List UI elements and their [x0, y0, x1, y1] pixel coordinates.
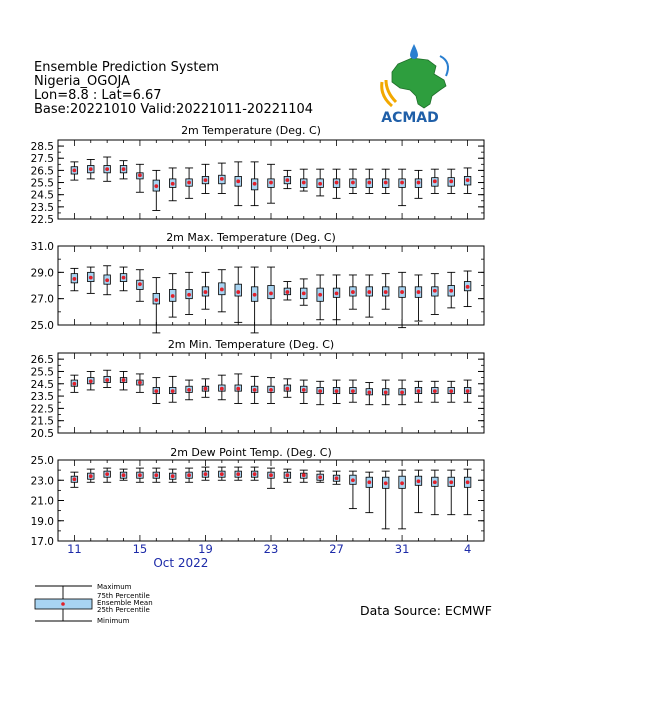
box-legend [35, 583, 153, 625]
mean-marker [351, 389, 355, 393]
box-day-12 [251, 162, 259, 206]
x-tick-label: 31 [394, 542, 410, 556]
y-tick-label: 23.0 [30, 475, 54, 488]
mean-marker [187, 293, 191, 297]
y-tick-label: 27.5 [30, 153, 54, 166]
water-drop-icon [410, 44, 418, 59]
mean-marker [400, 481, 404, 485]
mean-marker [285, 473, 289, 477]
x-tick-label: 27 [329, 542, 344, 556]
mean-marker [433, 389, 437, 393]
y-tick-label: 27.0 [30, 293, 54, 306]
box-day-25 [464, 380, 472, 402]
y-tick-label: 21.5 [30, 415, 54, 428]
box-day-24 [447, 169, 455, 193]
mean-marker [269, 292, 273, 296]
mean-marker [253, 182, 257, 186]
mean-marker [384, 390, 388, 394]
mean-marker [466, 178, 470, 182]
mean-marker [154, 389, 158, 393]
box-day-19 [365, 275, 373, 317]
box-day-16 [316, 275, 324, 320]
mean-marker [367, 480, 371, 484]
box-day-4 [120, 161, 128, 179]
x-axis [67, 542, 471, 570]
iqr-box [235, 284, 242, 296]
box-day-20 [382, 471, 390, 529]
mean-marker [449, 389, 453, 393]
mean-marker [318, 293, 322, 297]
system-title: Ensemble Prediction System [34, 60, 220, 75]
box-day-12 [251, 376, 259, 403]
mean-marker [384, 290, 388, 294]
mean-marker [433, 179, 437, 183]
box-day-23 [431, 381, 439, 402]
africa-map-icon [392, 58, 446, 108]
x-tick-label: 11 [67, 542, 82, 556]
mean-marker [285, 290, 289, 294]
box-day-15 [300, 470, 308, 482]
box-day-4 [120, 371, 128, 389]
box-day-20 [382, 380, 390, 405]
mean-marker [302, 292, 306, 296]
box-day-25 [464, 469, 472, 515]
mean-marker [285, 178, 289, 182]
mean-marker [72, 168, 76, 172]
box-day-25 [464, 168, 472, 194]
mean-marker [351, 478, 355, 482]
mean-marker [318, 182, 322, 186]
mean-marker [367, 390, 371, 394]
mean-marker [138, 381, 142, 385]
box-day-4 [120, 469, 128, 480]
mean-marker [400, 290, 404, 294]
mean-marker [269, 181, 273, 185]
mean-marker [433, 289, 437, 293]
panel-2 [31, 231, 484, 333]
mean-marker [466, 389, 470, 393]
box-day-12 [251, 267, 259, 333]
box-day-17 [333, 169, 341, 198]
y-tick-label: 22.5 [30, 403, 54, 416]
box-day-2 [87, 469, 95, 482]
mean-marker [138, 473, 142, 477]
mean-marker [253, 388, 257, 392]
mean-marker [89, 474, 93, 478]
box-day-5 [136, 374, 144, 392]
y-tick-label: 24.5 [30, 189, 54, 202]
box-day-8 [185, 380, 193, 400]
box-day-18 [349, 169, 357, 193]
box-day-11 [234, 267, 242, 322]
y-tick-label: 25.0 [30, 455, 54, 467]
mean-marker [89, 276, 93, 280]
box-day-23 [431, 470, 439, 515]
box-day-8 [185, 168, 193, 198]
mean-marker [449, 480, 453, 484]
wind-swirl-icon [440, 56, 448, 76]
mean-marker [72, 277, 76, 281]
mean-marker [417, 290, 421, 294]
mean-marker [122, 378, 126, 382]
box-day-16 [316, 471, 324, 482]
box-day-9 [201, 272, 209, 309]
mean-marker [318, 475, 322, 479]
box-day-10 [218, 163, 226, 193]
box-day-21 [398, 380, 406, 405]
mean-marker [236, 472, 240, 476]
legend-label-minimum: Minimum [97, 617, 130, 625]
location-label: Nigeria_OGOJA [34, 74, 131, 89]
box-day-23 [431, 169, 439, 193]
box-day-25 [464, 271, 472, 307]
box-day-21 [398, 272, 406, 327]
mean-marker [318, 389, 322, 393]
y-tick-label: 17.0 [30, 536, 54, 548]
mean-marker [122, 276, 126, 280]
sun-rays-icon [382, 80, 396, 106]
mean-marker [335, 292, 339, 296]
box-day-5 [136, 468, 144, 482]
box-day-21 [398, 169, 406, 205]
box-day-6 [152, 468, 160, 482]
acmad-logo [381, 44, 448, 126]
mean-marker [285, 387, 289, 391]
legend-label-mean: Ensemble Mean [97, 599, 153, 607]
mean-marker [449, 179, 453, 183]
box-day-17 [333, 275, 341, 320]
mean-marker [171, 182, 175, 186]
box-day-2 [87, 267, 95, 293]
box-day-13 [267, 468, 275, 488]
mean-marker [466, 285, 470, 289]
box-day-20 [382, 169, 390, 193]
box-day-4 [120, 267, 128, 291]
box-day-20 [382, 274, 390, 310]
box-day-19 [365, 169, 373, 193]
mean-marker [187, 181, 191, 185]
mean-marker [220, 288, 224, 292]
box-day-3 [103, 468, 111, 482]
y-tick-label: 28.5 [30, 141, 54, 154]
mean-marker [220, 177, 224, 181]
panel-title: 2m Dew Point Temp. (Deg. C) [170, 446, 332, 459]
box-day-5 [136, 270, 144, 302]
mean-marker [367, 290, 371, 294]
mean-marker [105, 167, 109, 171]
y-tick-label: 25.5 [30, 177, 54, 190]
y-tick-label: 23.5 [30, 201, 54, 214]
box-day-11 [234, 374, 242, 404]
x-tick-label: 15 [132, 542, 148, 556]
mean-marker [171, 294, 175, 298]
y-tick-label: 22.5 [30, 214, 54, 226]
box-day-11 [234, 162, 242, 206]
mean-marker [384, 181, 388, 185]
mean-marker [269, 388, 273, 392]
box-day-22 [414, 470, 422, 513]
box-day-15 [300, 279, 308, 305]
panel-title: 2m Temperature (Deg. C) [181, 124, 321, 137]
box-day-1 [70, 162, 78, 180]
y-tick-label: 29.0 [30, 267, 54, 280]
box-day-7 [169, 274, 177, 317]
x-month-label: Oct 2022 [153, 556, 209, 570]
dates-label: Base:20221010 Valid:20221011-20221104 [34, 102, 314, 117]
mean-marker [154, 298, 158, 302]
mean-marker [220, 387, 224, 391]
box-day-7 [169, 469, 177, 482]
mean-marker [253, 293, 257, 297]
box-day-1 [70, 268, 78, 290]
mean-marker [105, 278, 109, 282]
y-tick-label: 24.5 [30, 378, 54, 391]
box-day-5 [136, 164, 144, 192]
x-tick-label: 19 [198, 542, 213, 556]
box-day-14 [283, 469, 291, 482]
box-day-22 [414, 381, 422, 402]
box-day-9 [201, 467, 209, 480]
mean-marker [220, 472, 224, 476]
mean-marker [302, 388, 306, 392]
box-day-22 [414, 170, 422, 198]
box-day-13 [267, 378, 275, 404]
legend-label-p25: 25th Percentile [97, 606, 150, 614]
box-day-14 [283, 282, 291, 300]
mean-marker [335, 476, 339, 480]
y-tick-label: 26.5 [30, 354, 54, 367]
box-day-6 [152, 170, 160, 210]
mean-marker [138, 282, 142, 286]
mean-marker [105, 378, 109, 382]
mean-marker [466, 480, 470, 484]
mean-marker [204, 290, 208, 294]
mean-marker [236, 387, 240, 391]
x-tick-label: 4 [463, 542, 472, 556]
box-day-14 [283, 379, 291, 397]
mean-marker [367, 181, 371, 185]
box-day-6 [152, 378, 160, 404]
mean-marker [351, 290, 355, 294]
legend-label-maximum: Maximum [97, 583, 132, 591]
mean-marker [417, 479, 421, 483]
box-day-15 [300, 380, 308, 403]
panel-1 [31, 124, 484, 226]
box-day-7 [169, 376, 177, 402]
box-day-13 [267, 267, 275, 325]
box-day-9 [201, 379, 209, 397]
mean-marker [449, 289, 453, 293]
box-day-10 [218, 375, 226, 400]
mean-marker [400, 390, 404, 394]
mean-marker [122, 473, 126, 477]
box-day-24 [447, 381, 455, 402]
coordinates-label: Lon=8.8 : Lat=6.67 [34, 88, 162, 103]
mean-marker [417, 181, 421, 185]
box-day-23 [431, 274, 439, 315]
y-tick-label: 26.5 [30, 165, 54, 178]
mean-marker [400, 181, 404, 185]
mean-marker [154, 473, 158, 477]
box-day-16 [316, 381, 324, 404]
mean-marker [302, 181, 306, 185]
x-tick-label: 23 [263, 542, 279, 556]
mean-marker [204, 472, 208, 476]
panel-3 [31, 338, 484, 440]
box-day-1 [70, 375, 78, 392]
mean-marker [204, 387, 208, 391]
mean-marker [384, 481, 388, 485]
y-tick-label: 31.0 [30, 241, 54, 253]
box-day-12 [251, 467, 259, 480]
y-tick-label: 23.5 [30, 391, 54, 404]
mean-marker [417, 389, 421, 393]
box-day-19 [365, 383, 373, 405]
box-day-16 [316, 169, 324, 196]
y-tick-label: 19.0 [30, 515, 54, 528]
box-day-19 [365, 472, 373, 513]
box-day-18 [349, 380, 357, 402]
mean-marker [335, 181, 339, 185]
mean-marker [105, 472, 109, 476]
mean-marker [236, 179, 240, 183]
mean-marker [351, 181, 355, 185]
box-day-22 [414, 275, 422, 321]
legend-label-p75: 75th Percentile [97, 592, 150, 600]
box-day-2 [87, 159, 95, 178]
legend-mean-marker [61, 602, 65, 606]
mean-marker [72, 477, 76, 481]
box-day-3 [103, 370, 111, 387]
box-day-11 [234, 467, 242, 480]
box-day-3 [103, 157, 111, 181]
mean-marker [269, 473, 273, 477]
box-day-7 [169, 168, 177, 201]
mean-marker [122, 167, 126, 171]
logo-text: ACMAD [381, 110, 439, 126]
y-tick-label: 20.5 [30, 428, 54, 440]
mean-marker [187, 388, 191, 392]
box-day-17 [333, 380, 341, 403]
mean-marker [302, 473, 306, 477]
y-tick-label: 25.5 [30, 366, 54, 379]
box-day-14 [283, 170, 291, 188]
mean-marker [89, 379, 93, 383]
box-day-9 [201, 164, 209, 193]
mean-marker [89, 167, 93, 171]
panel-title: 2m Min. Temperature (Deg. C) [167, 338, 335, 351]
panel-4 [31, 446, 484, 548]
data-source-label: Data Source: ECMWF [360, 603, 492, 618]
box-day-10 [218, 270, 226, 312]
mean-marker [154, 184, 158, 188]
box-day-24 [447, 470, 455, 515]
mean-marker [138, 173, 142, 177]
mean-marker [171, 474, 175, 478]
mean-marker [171, 389, 175, 393]
y-tick-label: 25.0 [30, 320, 54, 332]
box-day-24 [447, 272, 455, 308]
mean-marker [204, 178, 208, 182]
box-day-13 [267, 164, 275, 203]
box-day-21 [398, 470, 406, 529]
box-day-10 [218, 467, 226, 480]
box-day-2 [87, 371, 95, 389]
mean-marker [236, 290, 240, 294]
box-day-18 [349, 275, 357, 309]
box-day-8 [185, 272, 193, 314]
mean-marker [187, 473, 191, 477]
box-day-18 [349, 471, 357, 508]
box-day-3 [103, 266, 111, 295]
mean-marker [72, 382, 76, 386]
mean-marker [433, 480, 437, 484]
y-tick-label: 21.0 [30, 495, 54, 508]
box-day-8 [185, 468, 193, 482]
box-day-15 [300, 169, 308, 191]
panel-title: 2m Max. Temperature (Deg. C) [166, 231, 336, 244]
box-day-1 [70, 472, 78, 487]
mean-marker [253, 472, 257, 476]
mean-marker [335, 389, 339, 393]
box-day-17 [333, 471, 341, 484]
